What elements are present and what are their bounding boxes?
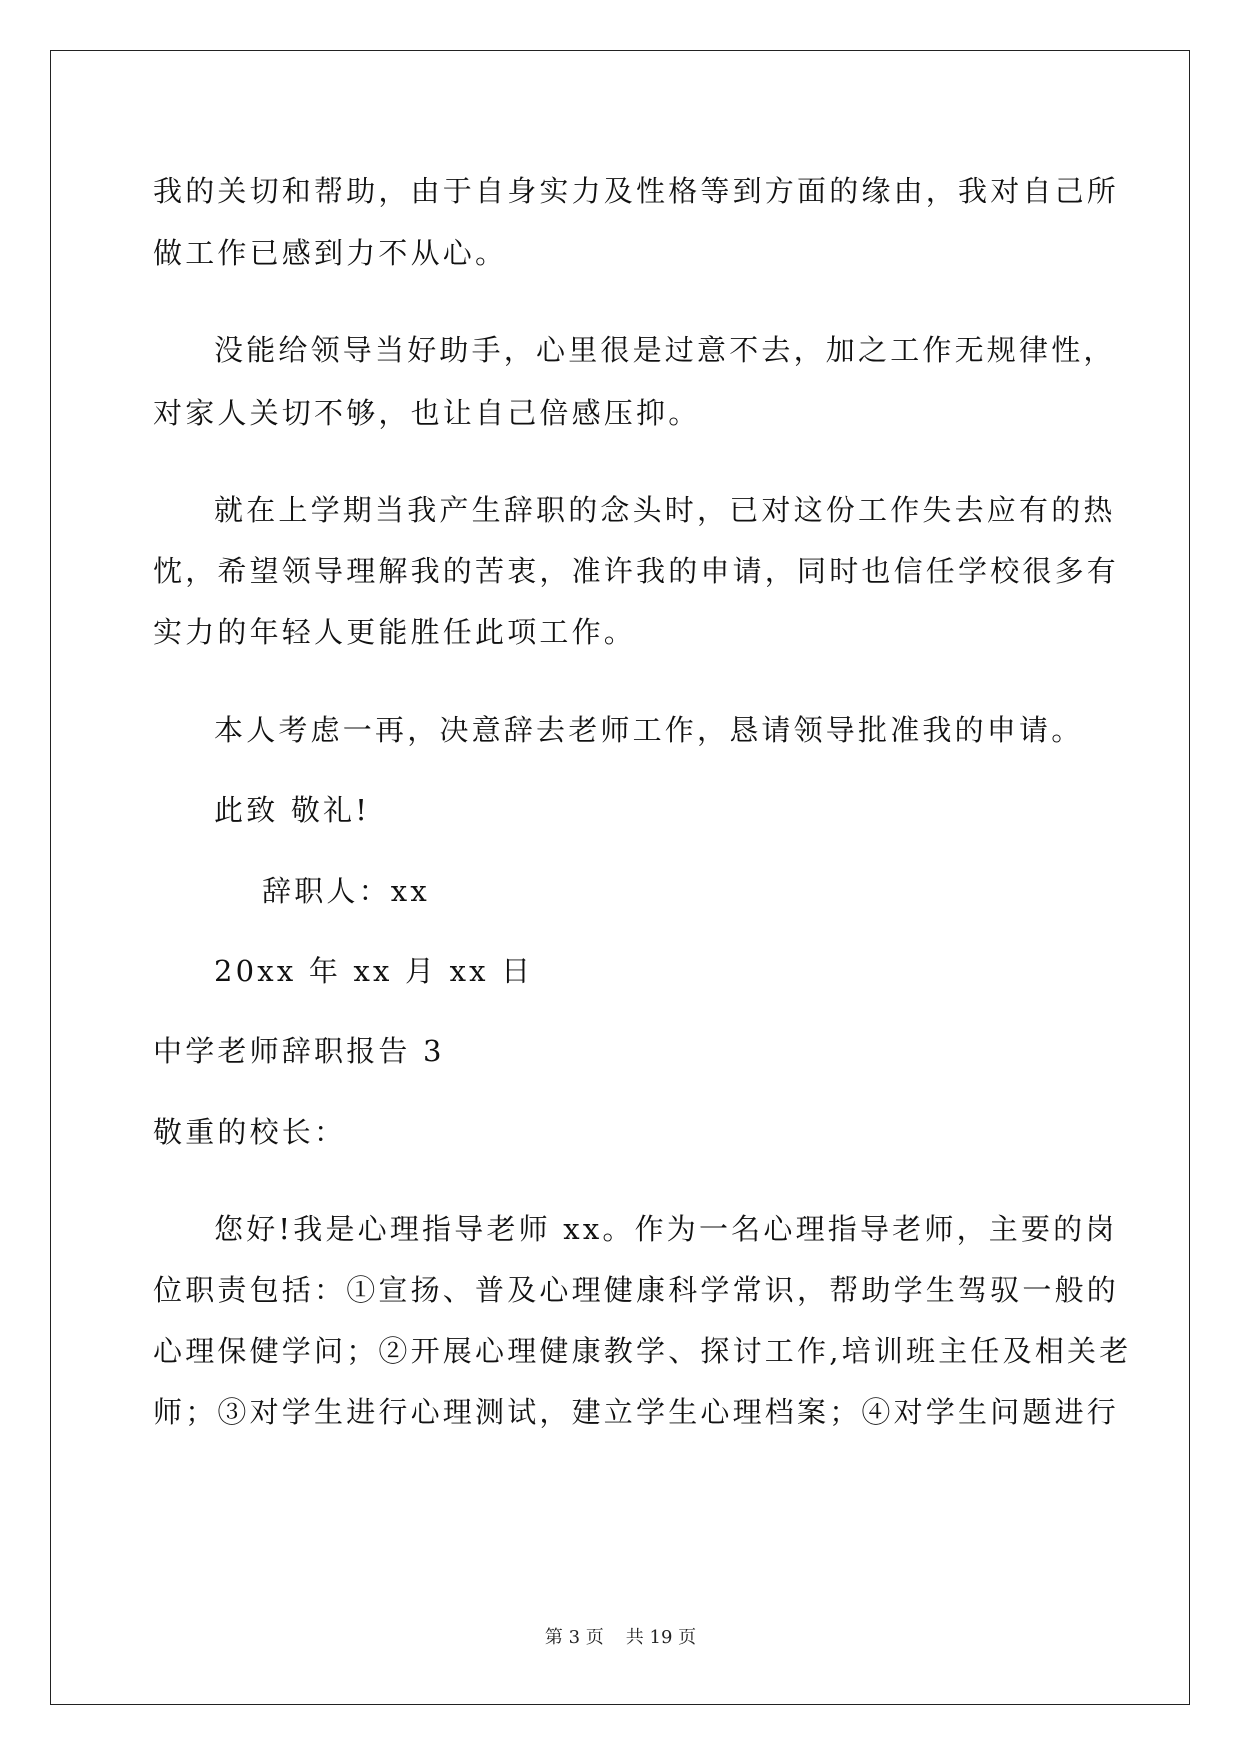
body-line-1: 我的关切和帮助，由于自身实力及性格等到方面的缘由，我对自己所 bbox=[153, 174, 1120, 208]
page-footer bbox=[0, 1626, 1241, 1650]
section-heading: 中学老师辞职报告 3 bbox=[153, 1034, 445, 1068]
body-line-9: 您好!我是心理指导老师 xx。作为一名心理指导老师，主要的岗 bbox=[214, 1212, 1118, 1246]
signature-line: 辞职人：xx bbox=[262, 874, 430, 908]
greeting-line: 敬重的校长： bbox=[153, 1115, 347, 1149]
body-line-5: 就在上学期当我产生辞职的念头时，已对这份工作失去应有的热 bbox=[214, 493, 1116, 527]
body-line-11: 心理保健学问；②开展心理健康教学、探讨工作,培训班主任及相关老 bbox=[153, 1334, 1132, 1368]
body-line-4: 对家人关切不够，也让自己倍感压抑。 bbox=[153, 396, 701, 430]
body-line-6: 忱，希望领导理解我的苦衷，准许我的申请，同时也信任学校很多有 bbox=[153, 554, 1120, 588]
body-line-2: 做工作已感到力不从心。 bbox=[153, 236, 508, 270]
page-total: 共 19 页 bbox=[625, 1627, 697, 1648]
body-line-12: 师；③对学生进行心理测试，建立学生心理档案；④对学生问题进行 bbox=[153, 1395, 1120, 1429]
page-number: 第 3 页 bbox=[544, 1627, 604, 1648]
date-line: 20xx 年 xx 月 xx 日 bbox=[214, 954, 534, 988]
body-line-3: 没能给领导当好助手，心里很是过意不去，加之工作无规律性， bbox=[214, 333, 1116, 367]
page-border bbox=[50, 50, 1190, 1705]
body-line-7: 实力的年轻人更能胜任此项工作。 bbox=[153, 615, 637, 649]
body-line-10: 位职责包括：①宣扬、普及心理健康科学常识，帮助学生驾驭一般的 bbox=[153, 1273, 1120, 1307]
body-line-8: 本人考虑一再，决意辞去老师工作，恳请领导批准我的申请。 bbox=[214, 713, 1084, 747]
closing-salutation: 此致 敬礼! bbox=[214, 793, 371, 827]
